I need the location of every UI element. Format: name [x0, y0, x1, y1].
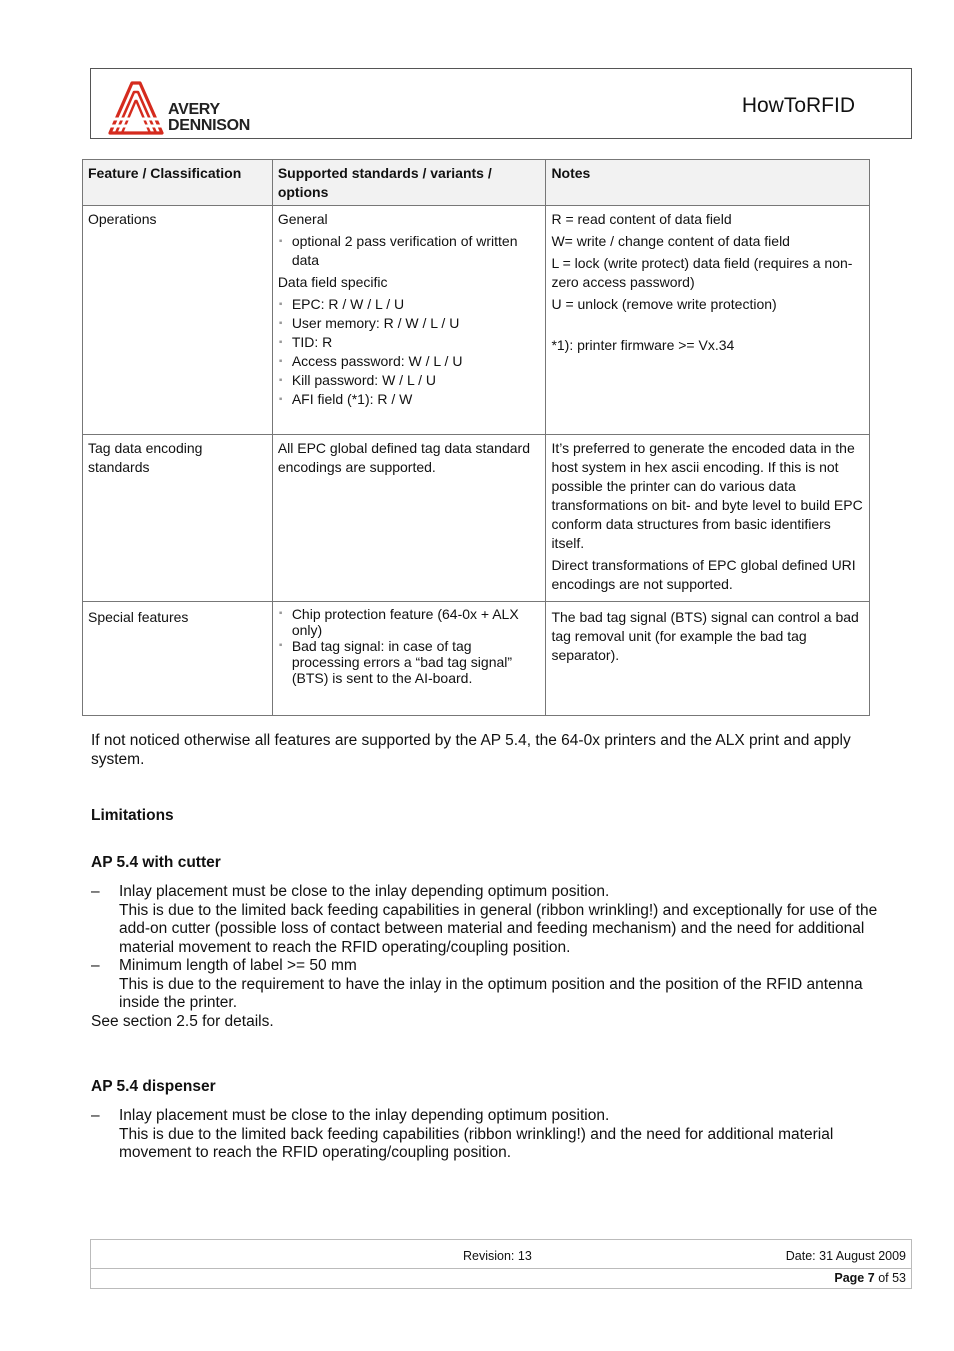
page-number: [834, 1271, 906, 1285]
revision-label: Revision: 13: [463, 1249, 532, 1263]
list-item-text: optional 2 pass verification of written data: [291, 233, 518, 268]
list-item-text: Kill password: W / L / U: [291, 372, 436, 388]
date-label: Date: 31 August 2009: [785, 1249, 906, 1263]
limitations-heading: Limitations: [91, 807, 174, 824]
table-header-row: [83, 160, 870, 206]
list-item: [278, 333, 541, 352]
dash-icon: –: [91, 957, 100, 974]
dash-icon: –: [91, 883, 100, 900]
document-title: HowToRFID: [741, 94, 855, 117]
note-paragraph: L = lock (write protect) data field (requires a non-zero access password): [551, 255, 853, 290]
list-item: [91, 883, 906, 957]
logo-wordmark: [168, 102, 250, 134]
table-cell-supported: [272, 206, 546, 435]
table-cell-feature: [83, 435, 273, 602]
list-item-text: Access password: W / L / U: [291, 353, 463, 369]
table-row: [83, 435, 870, 602]
column-header-feature: Feature / Classification: [83, 160, 273, 206]
avery-dennison-logo: [105, 79, 167, 142]
column-header-supported: Supported standards / variants / options: [272, 160, 546, 206]
supported-text: All EPC global defined tag data standard encodings are supported.: [277, 440, 530, 475]
general-label: General: [277, 211, 328, 227]
list-item-text: Bad tag signal: in case of tag processing errors a “bad tag signal” (BTS) is sent to the AI-board.: [291, 638, 513, 686]
note-paragraph: W= write / change content of data field: [551, 233, 790, 249]
table-cell-feature: [83, 602, 273, 716]
special-list: [278, 606, 541, 686]
list-item-text: User memory: R / W / L / U: [291, 315, 460, 331]
section-heading-dispenser: AP 5.4 dispenser: [91, 1078, 216, 1095]
table-cell-notes: [546, 602, 870, 716]
list-item-text: EPC: R / W / L / U: [291, 296, 405, 312]
feature-tag-encoding: Tag data encoding standards: [88, 440, 203, 475]
feature-operations: Operations: [88, 211, 157, 227]
logo-mark-icon: [105, 79, 167, 137]
note-paragraph: The bad tag signal (BTS) signal can control a bad tag removal unit (for example the bad tag separator).: [551, 609, 859, 663]
list-item-title: Inlay placement must be close to the inlay depending optimum position.: [119, 883, 610, 900]
list-item: [91, 957, 906, 1013]
footer-row: [91, 1240, 911, 1269]
table-row: [83, 206, 870, 435]
list-item-text: Chip protection feature (64-0x + ALX only): [291, 606, 519, 638]
list-item: [278, 314, 541, 333]
dispenser-section: [91, 1107, 906, 1163]
cutter-list: [91, 883, 906, 1013]
cutter-section: [91, 883, 906, 1031]
general-list: [278, 232, 541, 270]
bullet-icon: ▪: [278, 608, 283, 619]
list-item: [278, 371, 541, 390]
dash-icon: –: [91, 1107, 100, 1124]
table-cell-supported: [272, 435, 546, 602]
bullet-icon: ▪: [278, 318, 283, 329]
note-paragraph: Direct transformations of EPC global defined URI encodings are not supported.: [551, 557, 856, 592]
column-header-notes: Notes: [546, 160, 870, 206]
page-current: 7: [867, 1271, 875, 1285]
table-cell-notes: [546, 435, 870, 602]
bullet-icon: ▪: [278, 299, 283, 310]
list-item: [278, 606, 541, 638]
list-item: [91, 1107, 906, 1163]
list-item-text: TID: R: [291, 334, 333, 350]
logo-line-2: DENNISON: [168, 117, 251, 134]
table-row: [83, 602, 870, 716]
table-cell-supported: [272, 602, 546, 716]
note-paragraph: It’s preferred to generate the encoded data in the host system in hex ascii encoding. If this is not possible the printer can do various data transformations on bit- and byte level to build EPC conform data structures from basic identifiers itself.: [551, 440, 863, 551]
specific-label: Data field specific: [277, 274, 388, 290]
list-item-title: Minimum length of label >= 50 mm: [119, 957, 357, 974]
page-footer: [90, 1239, 912, 1289]
list-item: [278, 232, 541, 270]
list-item: [278, 638, 541, 686]
list-item: [278, 352, 541, 371]
table-cell-feature: [83, 206, 273, 435]
specific-list: [278, 295, 541, 409]
note-paragraph: U = unlock (remove write protection): [551, 296, 777, 312]
bullet-icon: ▪: [278, 337, 283, 348]
bullet-icon: ▪: [278, 394, 283, 405]
list-item-detail: This is due to the limited back feeding capabilities in general (ribbon wrinkling!) and exceptionally for use of the add-on cutter (possible loss of contact between material and feeding mechanism) and the need for additional material movement to reach the RFID operating/coupling position.: [119, 901, 878, 956]
bullet-icon: ▪: [278, 640, 283, 651]
bullet-icon: ▪: [278, 236, 283, 247]
list-item-text: AFI field (*1): R / W: [291, 391, 413, 407]
page-label: Page: [834, 1271, 865, 1285]
list-item: [278, 295, 541, 314]
table-cell-notes: [546, 206, 870, 435]
note-paragraph: *1): printer firmware >= Vx.34: [551, 337, 735, 353]
list-item: [278, 390, 541, 409]
section-heading-cutter: AP 5.4 with cutter: [91, 854, 221, 871]
feature-special: Special features: [88, 609, 189, 625]
feature-table: [82, 159, 870, 716]
intro-paragraph: If not noticed otherwise all features are supported by the AP 5.4, the 64-0x printers and the ALX print and apply system.: [91, 732, 851, 768]
bullet-icon: ▪: [278, 356, 283, 367]
dispenser-list: [91, 1107, 906, 1163]
logo-line-1: AVERY: [168, 101, 220, 118]
note-paragraph: R = read content of data field: [551, 211, 732, 227]
bullet-icon: ▪: [278, 375, 283, 386]
list-item-detail: This is due to the requirement to have the inlay in the optimum position and the position of the RFID antenna inside the printer.: [119, 975, 863, 1011]
list-item-title: Inlay placement must be close to the inlay depending optimum position.: [119, 1107, 610, 1124]
list-item-detail: This is due to the limited back feeding capabilities (ribbon wrinkling!) and the need for additional material movement to reach the RFID operating/coupling position.: [119, 1125, 834, 1161]
section-note: See section 2.5 for details.: [91, 1012, 274, 1030]
page-header: [90, 68, 912, 139]
page-total: of 53: [878, 1271, 906, 1285]
